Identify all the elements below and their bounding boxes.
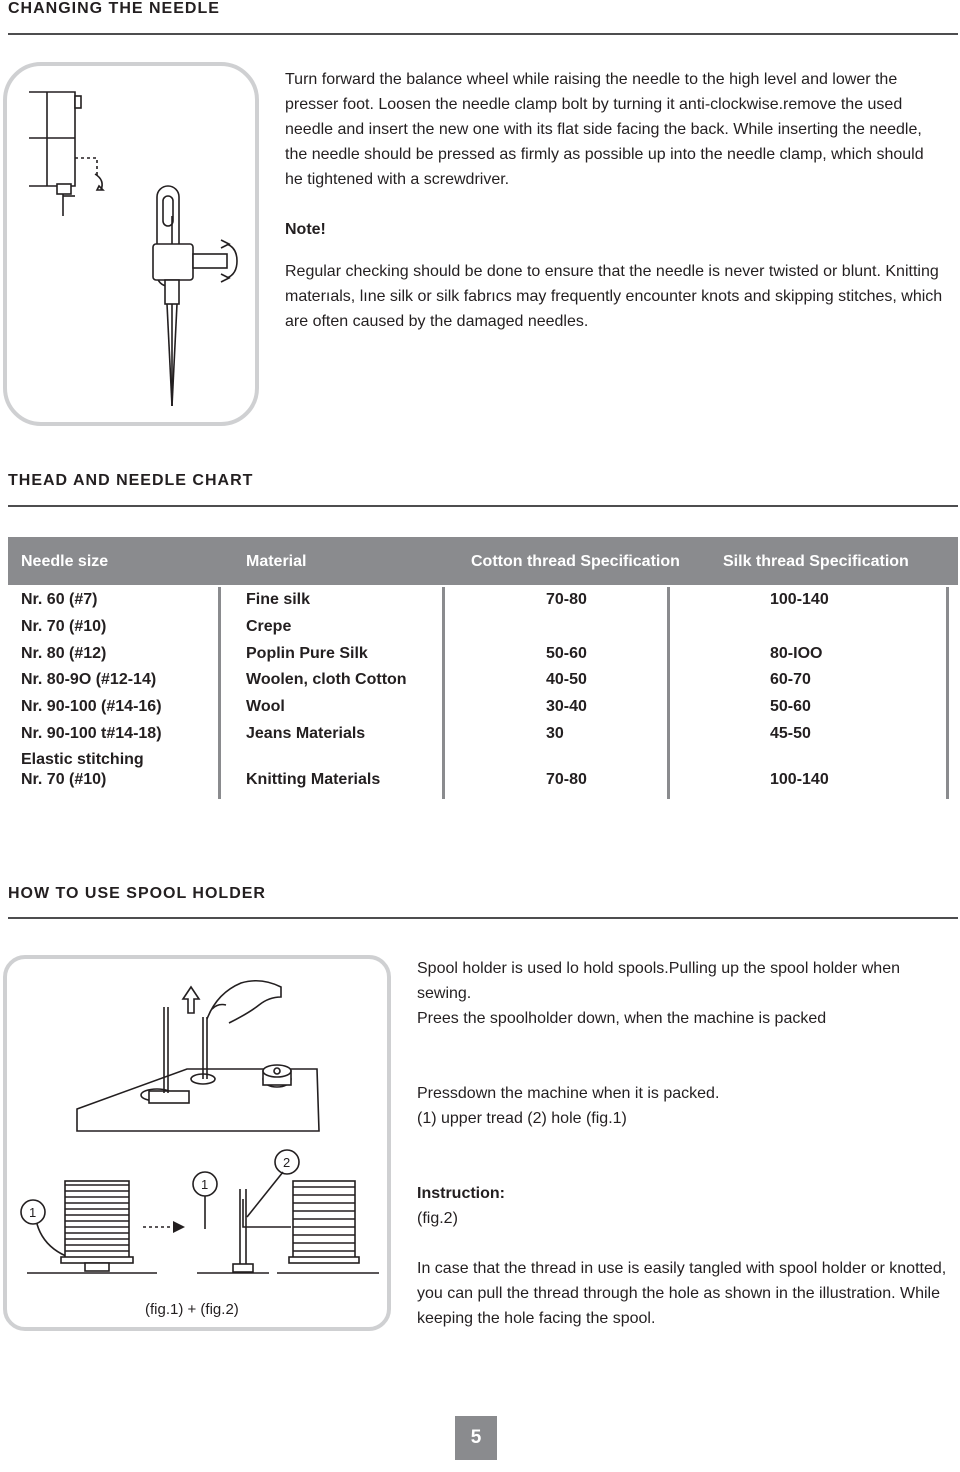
- instruction-label: Instruction:: [417, 1185, 505, 1202]
- page-number: 5: [455, 1416, 497, 1460]
- cell-needle-size: Elastic stitching: [21, 751, 144, 768]
- chart-header-row: [8, 537, 958, 585]
- cell-needle-size: Nr. 70 (#10): [21, 771, 107, 788]
- cell-silk: 45-50: [770, 725, 811, 742]
- section-rule: [8, 33, 958, 35]
- cell-silk: 80-IOO: [770, 645, 823, 662]
- spool-paragraph-2: Prees the spoolholder down, when the machine is packed: [417, 1010, 827, 1027]
- spool-paragraph-4: (1) upper tread (2) hole (fig.1): [417, 1110, 627, 1127]
- cell-silk: 50-60: [770, 698, 811, 715]
- table-row: [0, 695, 960, 721]
- instruction-fig-ref: (fig.2): [417, 1210, 458, 1227]
- cell-material: Fine silk: [246, 591, 311, 608]
- cell-cotton: 70-80: [546, 771, 587, 788]
- cell-cotton: 30: [546, 725, 564, 742]
- section-rule: [8, 505, 958, 507]
- cell-silk: 60-70: [770, 671, 811, 688]
- spool-holder-illustration: [7, 959, 387, 1327]
- needle-instructions-paragraph: Turn forward the balance wheel while raising the needle to the high level and lower the presser foot. Loosen the needle clamp bolt by turning it anti-clockwise.remove the used needle and insert the new one with its flat side facing the back. While inserting the needle, the needle should be pressed as firmly as possible up into the needle clamp, which should he tightened with a screwdriver.: [285, 71, 924, 188]
- section-title-spool-holder: HOW TO USE SPOOL HOLDER: [8, 885, 266, 902]
- cell-material: Woolen, cloth Cotton: [246, 671, 407, 688]
- callout-2-label: 2: [283, 1155, 291, 1170]
- needle-figure-frame: [3, 62, 259, 426]
- callout-1-label: 1: [29, 1205, 37, 1220]
- cell-silk: 100-140: [770, 771, 829, 788]
- cell-material: Jeans Materials: [246, 725, 366, 742]
- cell-material: Knitting Materials: [246, 771, 381, 788]
- cell-cotton: 40-50: [546, 671, 587, 688]
- table-row: [0, 588, 960, 614]
- cell-material: Crepe: [246, 618, 292, 635]
- cell-needle-size: Nr. 70 (#10): [21, 618, 107, 635]
- note-paragraph: Regular checking should be done to ensure that the needle is never twisted or blunt. Knitting materıals, lıne silk or silk fabrıcs may frequently encounter knots and skipping stitches, which are often caused by the damaged needles.: [285, 263, 943, 330]
- spool-figure-frame: [3, 955, 391, 1331]
- cell-material: Wool: [246, 698, 285, 715]
- section-title-needle-chart: THEAD AND NEEDLE CHART: [8, 472, 254, 489]
- table-row: [0, 615, 960, 641]
- cell-needle-size: Nr. 90-100 t#14-18): [21, 725, 162, 742]
- cell-cotton: 70-80: [546, 591, 587, 608]
- cell-needle-size: Nr. 80-9O (#12-14): [21, 671, 157, 688]
- spool-paragraph-1: Spool holder is used lo hold spools.Pulling up the spool holder when sewing.: [417, 960, 900, 1002]
- header-needle-size: Needle size: [21, 553, 109, 570]
- header-silk-spec: Silk thread Specification: [723, 553, 909, 570]
- cell-cotton: 30-40: [546, 698, 587, 715]
- table-row: [0, 668, 960, 694]
- header-cotton-spec: Cotton thread Specification: [471, 553, 680, 570]
- note-label: Note!: [285, 221, 326, 238]
- table-row: [0, 642, 960, 668]
- cell-needle-size: Nr. 60 (#7): [21, 591, 98, 608]
- header-material: Material: [246, 553, 307, 570]
- spool-paragraph-5: In case that the thread in use is easily tangled with spool holder or knotted, you can pull the thread through the hole as shown in the illustration. While keeping the hole facing the spool.: [417, 1260, 947, 1327]
- section-rule: [8, 917, 958, 919]
- figure-caption: (fig.1) + (fig.2): [145, 1301, 239, 1318]
- cell-material: Poplin Pure Silk: [246, 645, 368, 662]
- spool-paragraph-3: Pressdown the machine when it is packed.: [417, 1085, 720, 1102]
- table-row: [0, 768, 960, 794]
- needle-clamp-illustration: [7, 66, 255, 422]
- cell-needle-size: Nr. 90-100 (#14-16): [21, 698, 162, 715]
- cell-silk: 100-140: [770, 591, 829, 608]
- callout-1-label: 1: [201, 1177, 209, 1192]
- cell-cotton: 50-60: [546, 645, 587, 662]
- cell-needle-size: Nr. 80 (#12): [21, 645, 107, 662]
- section-title-changing-needle: CHANGING THE NEEDLE: [8, 0, 220, 17]
- table-row: [0, 722, 960, 748]
